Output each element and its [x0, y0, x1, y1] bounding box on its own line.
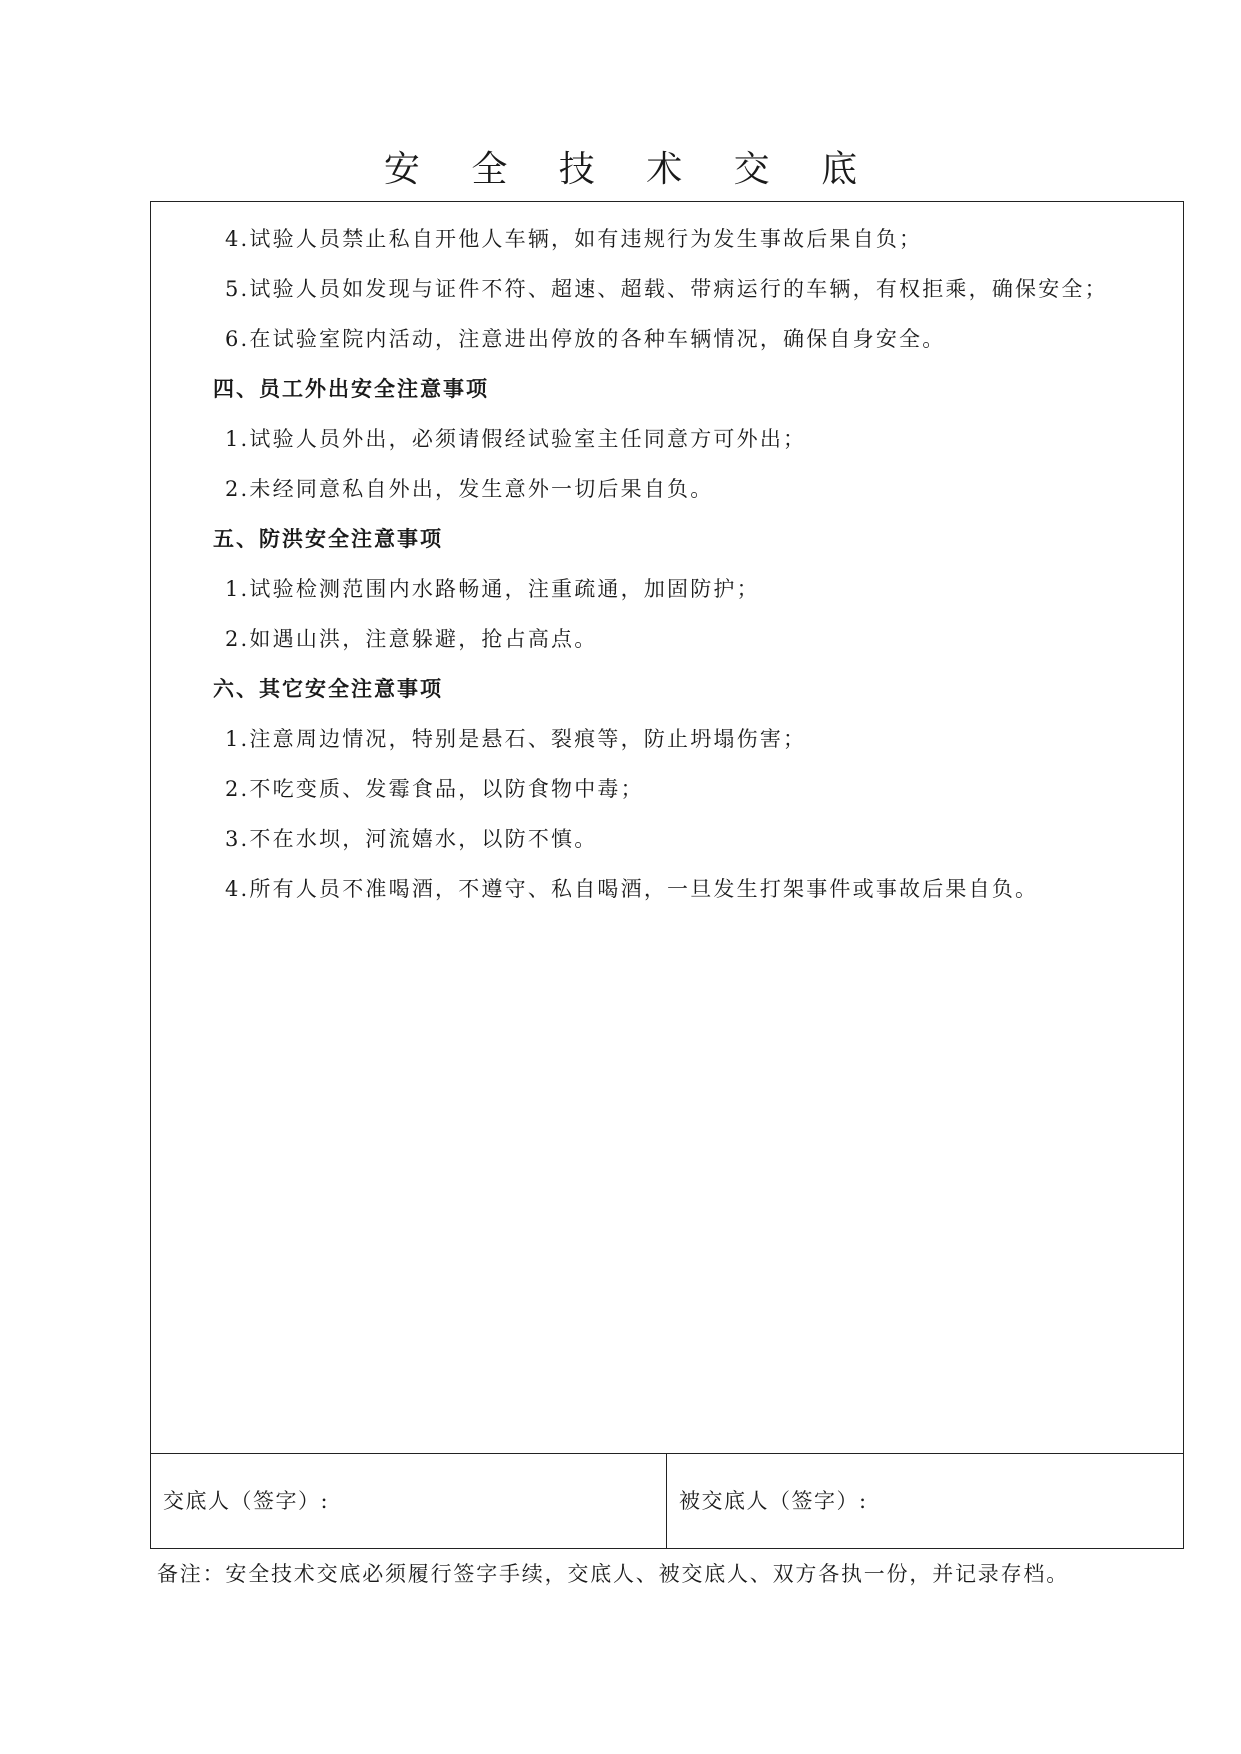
recipient-signature-field[interactable] [667, 1454, 1183, 1548]
list-item: 4.试验人员禁止私自开他人车辆，如有违规行为发生事故后果自负； [225, 227, 923, 251]
content-body [151, 214, 1183, 914]
section-heading: 六、其它安全注意事项 [213, 677, 443, 701]
section-heading: 五、防洪安全注意事项 [213, 527, 443, 551]
list-item: 3.不在水坝，河流嬉水，以防不慎。 [225, 827, 598, 851]
list-item: 2.不吃变质、发霉食品，以防食物中毒； [225, 777, 644, 801]
footer-note: 备注：安全技术交底必须履行签字手续，交底人、被交底人、双方各执一份，并记录存档。 [157, 1562, 1069, 1586]
list-item: 4.所有人员不准喝酒，不遵守、私自喝酒，一旦发生打架事件或事故后果自负。 [225, 877, 1039, 901]
discloser-signature-label: 交底人（签字）: [163, 1489, 330, 1513]
section-heading: 四、员工外出安全注意事项 [213, 377, 489, 401]
content-cell [151, 202, 1183, 1454]
discloser-signature-field[interactable] [151, 1454, 667, 1548]
list-item: 1.试验人员外出，必须请假经试验室主任同意方可外出； [225, 427, 807, 451]
disclosure-table [150, 201, 1184, 1549]
list-item: 2.如遇山洪，注意躲避，抢占高点。 [225, 627, 598, 651]
list-item: 5.试验人员如发现与证件不符、超速、超载、带病运行的车辆，有权拒乘，确保安全； [225, 277, 1108, 301]
page-title: 安 全 技 术 交 底 [383, 149, 878, 190]
list-item: 1.注意周边情况，特别是悬石、裂痕等，防止坍塌伤害； [225, 727, 807, 751]
list-item: 1.试验检测范围内水路畅通，注重疏通，加固防护； [225, 577, 760, 601]
signature-row [151, 1454, 1183, 1548]
list-item: 2.未经同意私自外出，发生意外一切后果自负。 [225, 477, 714, 501]
list-item: 6.在试验室院内活动，注意进出停放的各种车辆情况，确保自身安全。 [225, 327, 946, 351]
recipient-signature-label: 被交底人（签字）: [679, 1489, 868, 1513]
